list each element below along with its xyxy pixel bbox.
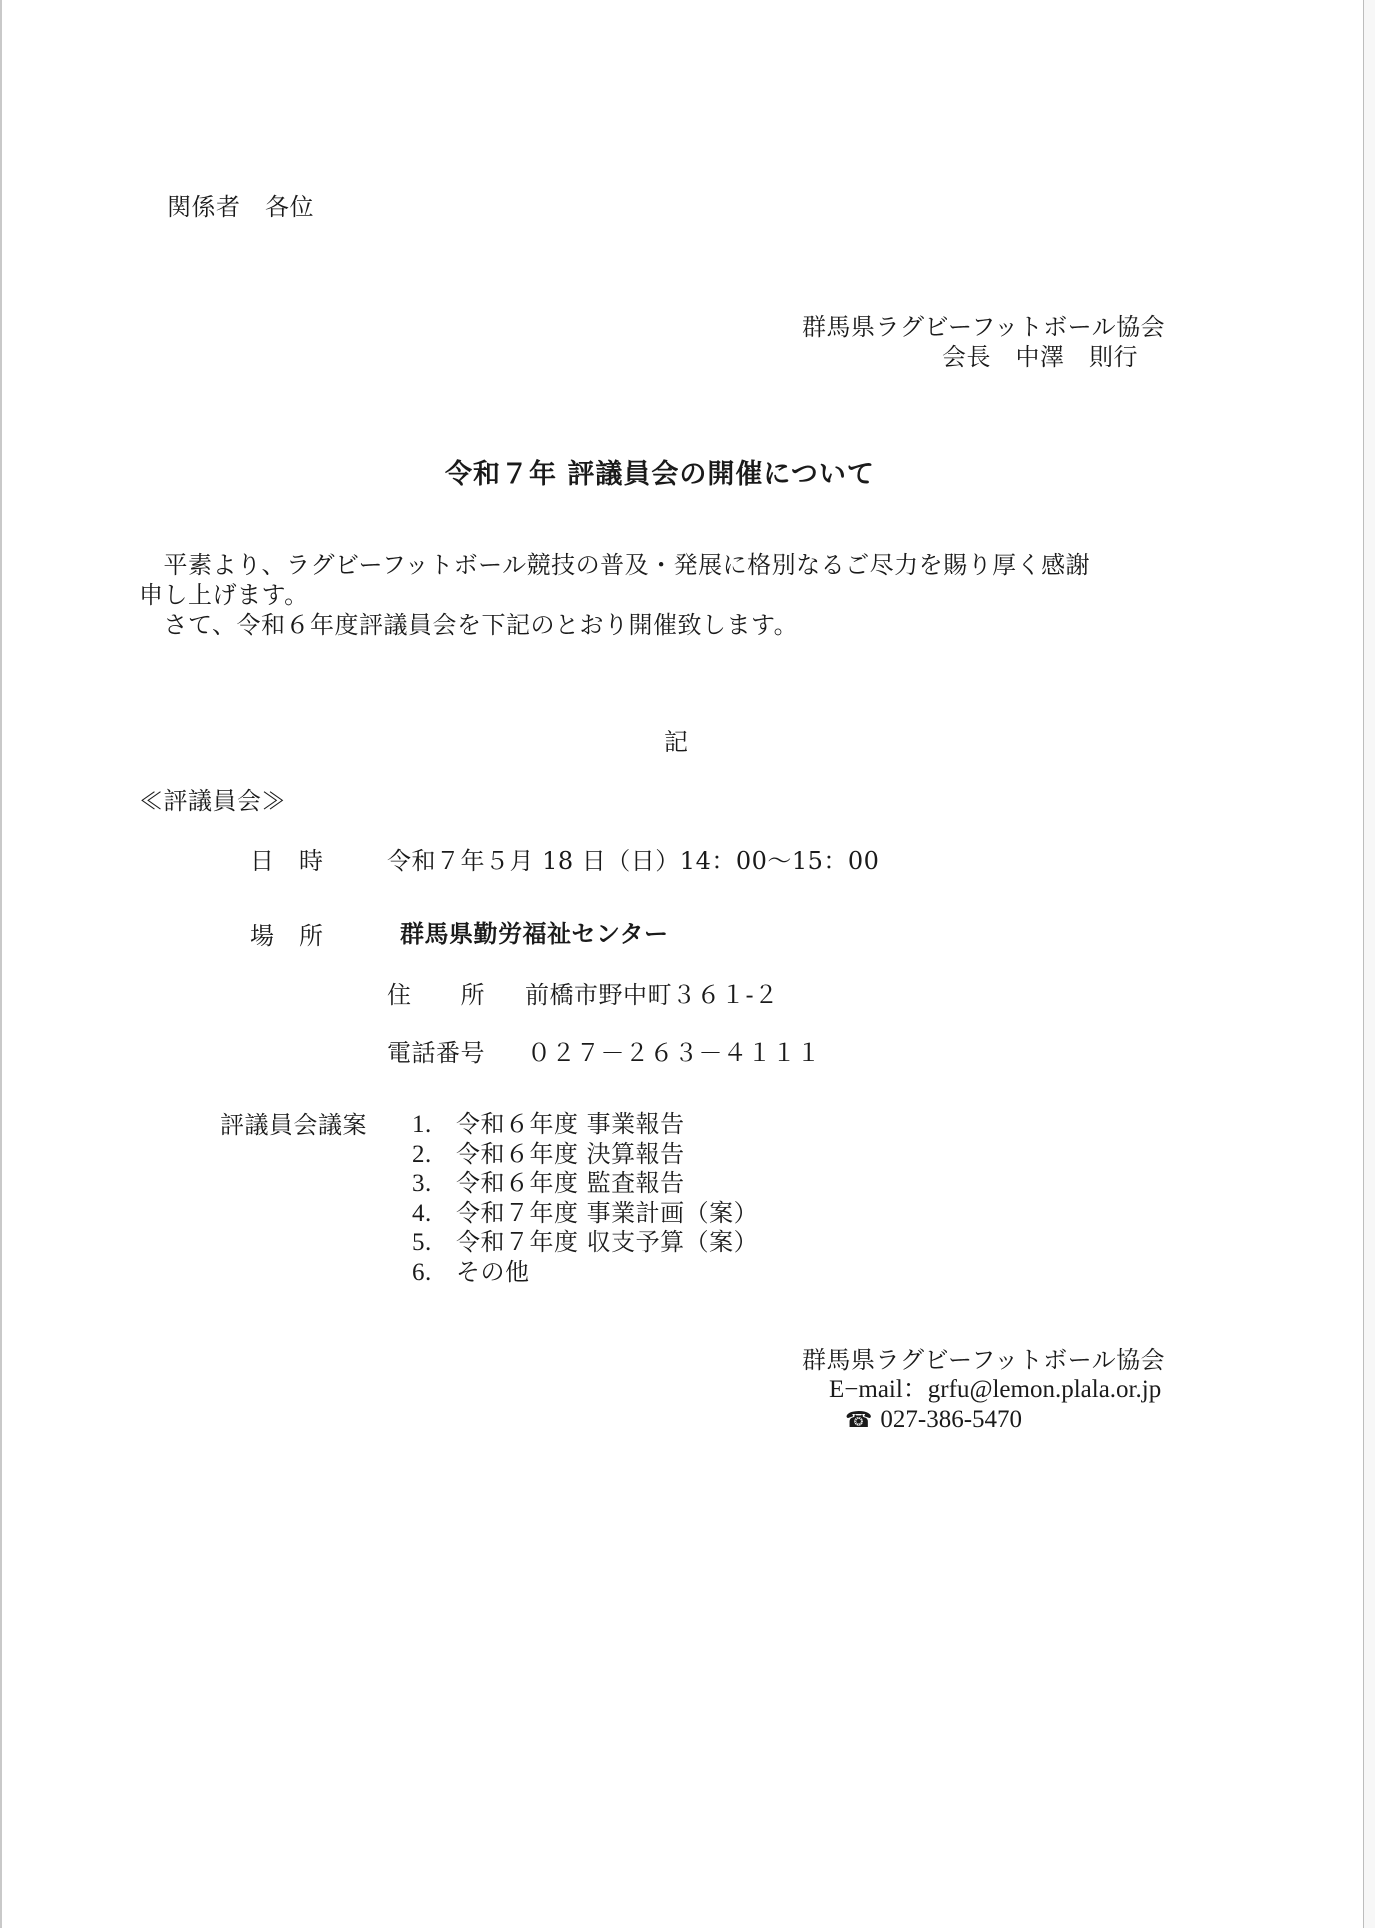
agenda-label: 評議員会議案 [220, 1111, 367, 1139]
agenda-list [412, 1110, 758, 1287]
agenda-item-number: 5. [412, 1229, 432, 1256]
agenda-item-text: 令和６年度 事業報告 [456, 1110, 685, 1138]
agenda-item-number: 4. [412, 1199, 432, 1227]
agenda-item-number: 3. [412, 1170, 432, 1197]
agenda-item-text: 令和７年度 事業計画（案） [456, 1198, 759, 1227]
body-line-1: 平素より、ラグビーフットボール競技の普及・発展に格別なるご尽力を賜り厚く感謝 [139, 551, 1091, 579]
body-line-2: 申し上げます。 [139, 581, 309, 609]
agenda-item [412, 1169, 758, 1199]
footer-phone: 027-386-5470 [880, 1406, 1023, 1433]
phone-value: ０２７－２６３－４１１１ [527, 1039, 821, 1067]
sender-signatory: 会長 中澤 則行 [942, 343, 1138, 371]
place-label: 場 所 [250, 922, 324, 950]
agenda-item-text: その他 [456, 1257, 530, 1286]
agenda-item-number: 1. [412, 1111, 432, 1138]
datetime-value: 令和７年５月 18 日（日）14：00〜15：00 [387, 847, 880, 875]
addressee: 関係者 各位 [167, 193, 314, 221]
place-value: 群馬県勤労福祉センター [400, 919, 669, 948]
agenda-item [412, 1228, 758, 1258]
phone-label: 電話番号 [387, 1039, 485, 1067]
sender-organization: 群馬県ラグビーフットボール協会 [802, 313, 1166, 341]
agenda-item [412, 1110, 758, 1140]
agenda-item-text: 令和６年度 監査報告 [456, 1169, 685, 1197]
agenda-item [412, 1258, 758, 1288]
footer-organization: 群馬県ラグビーフットボール協会 [802, 1346, 1166, 1374]
section-heading: ≪評議員会≫ [139, 787, 286, 815]
footer-phone-line [845, 1405, 1022, 1436]
agenda-item-number: 2. [412, 1140, 432, 1168]
ki-heading: 記 [664, 728, 689, 756]
document-title: 令和７年 評議員会の開催について [445, 459, 875, 490]
agenda-item [412, 1140, 758, 1170]
telephone-icon: ☎ [845, 1408, 873, 1433]
body-line-3: さて、令和６年度評議員会を下記のとおり開催致します。 [139, 611, 799, 639]
agenda-item-number: 6. [412, 1258, 432, 1286]
agenda-item [412, 1199, 758, 1229]
agenda-item-text: 令和６年度 決算報告 [456, 1139, 685, 1168]
footer-email: E−mail：grfu@lemon.plala.or.jp [829, 1376, 1162, 1403]
address-label: 住 所 [387, 981, 485, 1009]
datetime-label: 日 時 [250, 847, 324, 875]
agenda-item-text: 令和７年度 収支予算（案） [456, 1228, 759, 1256]
address-value: 前橋市野中町３６１-２ [525, 981, 779, 1009]
